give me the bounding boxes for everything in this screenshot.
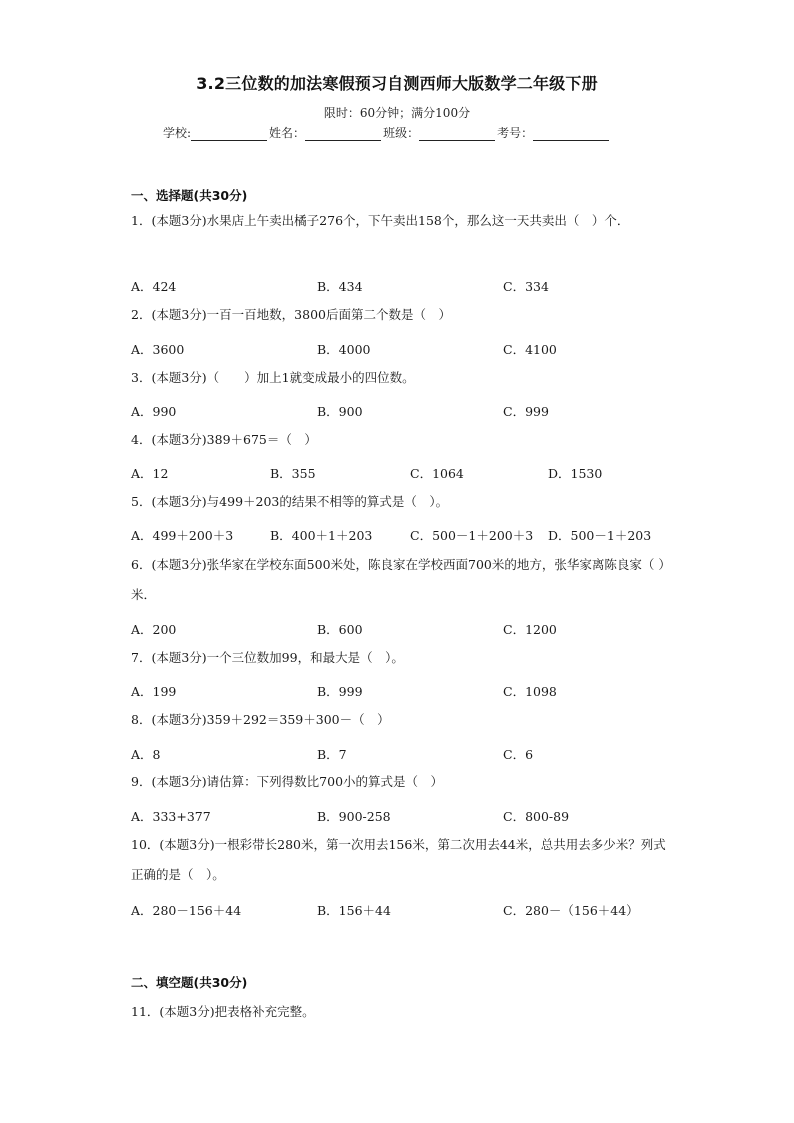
question-2: 2．(本题3分)一百一百地数，3800后面第二个数是（ ） — [131, 307, 451, 322]
question-10-option-b[interactable]: B．156＋44 — [317, 903, 391, 918]
question-2-option-a[interactable]: A．3600 — [131, 342, 185, 357]
question-3-option-b[interactable]: B．900 — [317, 404, 363, 419]
page-title: 3.2三位数的加法寒假预习自测西师大版数学二年级下册 — [196, 74, 598, 93]
question-5-option-c[interactable]: C．500－1＋200＋3 — [410, 528, 534, 543]
question-9-option-c[interactable]: C．800-89 — [503, 809, 570, 824]
question-11: 11．(本题3分)把表格补充完整。 — [131, 1004, 315, 1019]
question-6: 6．(本题3分)张华家在学校东面500米处，陈良家在学校西面700米的地方，张华家离陈良家（ ）米． — [131, 557, 671, 602]
question-1-option-a[interactable]: A．424 — [131, 279, 177, 294]
school-field[interactable] — [191, 127, 267, 141]
question-10-option-c[interactable]: C．280－（156＋44） — [503, 903, 639, 918]
name-label: 姓名： — [269, 126, 306, 140]
question-7-option-a[interactable]: A．199 — [131, 684, 177, 699]
question-10-option-a[interactable]: A．280－156＋44 — [131, 903, 242, 918]
question-7-option-b[interactable]: B．999 — [317, 684, 363, 699]
question-5-option-b[interactable]: B．400＋1＋203 — [270, 528, 373, 543]
question-7-option-c[interactable]: C．1098 — [503, 684, 557, 699]
question-8: 8．(本题3分)359＋292＝359＋300－（ ） — [131, 712, 390, 727]
exam-number-label: 考号： — [497, 126, 534, 140]
question-6-option-a[interactable]: A．200 — [131, 622, 177, 637]
question-1-option-c[interactable]: C．334 — [503, 279, 549, 294]
question-6-option-c[interactable]: C．1200 — [503, 622, 557, 637]
question-3: 3．(本题3分)（ ）加上1就变成最小的四位数。 — [131, 370, 415, 385]
question-7: 7．(本题3分)一个三位数加99，和最大是（ ）。 — [131, 650, 404, 665]
question-4-option-a[interactable]: A．12 — [131, 466, 169, 481]
class-label: 班级： — [383, 126, 420, 140]
question-5-option-a[interactable]: A．499＋200＋3 — [131, 528, 234, 543]
question-9-option-a[interactable]: A．333+377 — [131, 809, 211, 824]
question-4-option-c[interactable]: C．1064 — [410, 466, 464, 481]
question-8-option-b[interactable]: B．7 — [317, 747, 347, 762]
question-5: 5．(本题3分)与499＋203的结果不相等的算式是（ ）。 — [131, 494, 449, 509]
question-10: 10．(本题3分)一根彩带长280米，第一次用去156米，第二次用去44米，总共用去多少米？列式正确的是（ ）。 — [131, 837, 666, 882]
question-8-option-c[interactable]: C．6 — [503, 747, 534, 762]
section-heading-fill: 二、填空题(共30分) — [131, 975, 248, 990]
question-4: 4．(本题3分)389＋675＝（ ） — [131, 432, 317, 447]
question-9-option-b[interactable]: B．900-258 — [317, 809, 391, 824]
time-limit-text: 限时：60分钟；满分100分 — [323, 106, 471, 120]
question-1-option-b[interactable]: B．434 — [317, 279, 363, 294]
question-2-option-b[interactable]: B．4000 — [317, 342, 371, 357]
question-2-option-c[interactable]: C．4100 — [503, 342, 557, 357]
question-5-option-d[interactable]: D．500－1＋203 — [548, 528, 652, 543]
question-8-option-a[interactable]: A．8 — [131, 747, 161, 762]
question-1: 1．(本题3分)水果店上午卖出橘子276个，下午卖出158个，那么这一天共卖出（ ）个． — [131, 213, 630, 228]
class-field[interactable] — [419, 127, 495, 141]
school-label: 学校: — [163, 126, 192, 140]
question-3-option-a[interactable]: A．990 — [131, 404, 177, 419]
question-9: 9．(本题3分)请估算：下列得数比700小的算式是（ ） — [131, 774, 444, 789]
question-6-option-b[interactable]: B．600 — [317, 622, 363, 637]
question-3-option-c[interactable]: C．999 — [503, 404, 549, 419]
section-heading-choice: 一、选择题(共30分) — [131, 188, 248, 203]
student-info-row — [163, 124, 611, 141]
name-field[interactable] — [305, 127, 381, 141]
question-4-option-b[interactable]: B．355 — [270, 466, 316, 481]
question-4-option-d[interactable]: D．1530 — [548, 466, 603, 481]
exam-number-field[interactable] — [533, 127, 609, 141]
